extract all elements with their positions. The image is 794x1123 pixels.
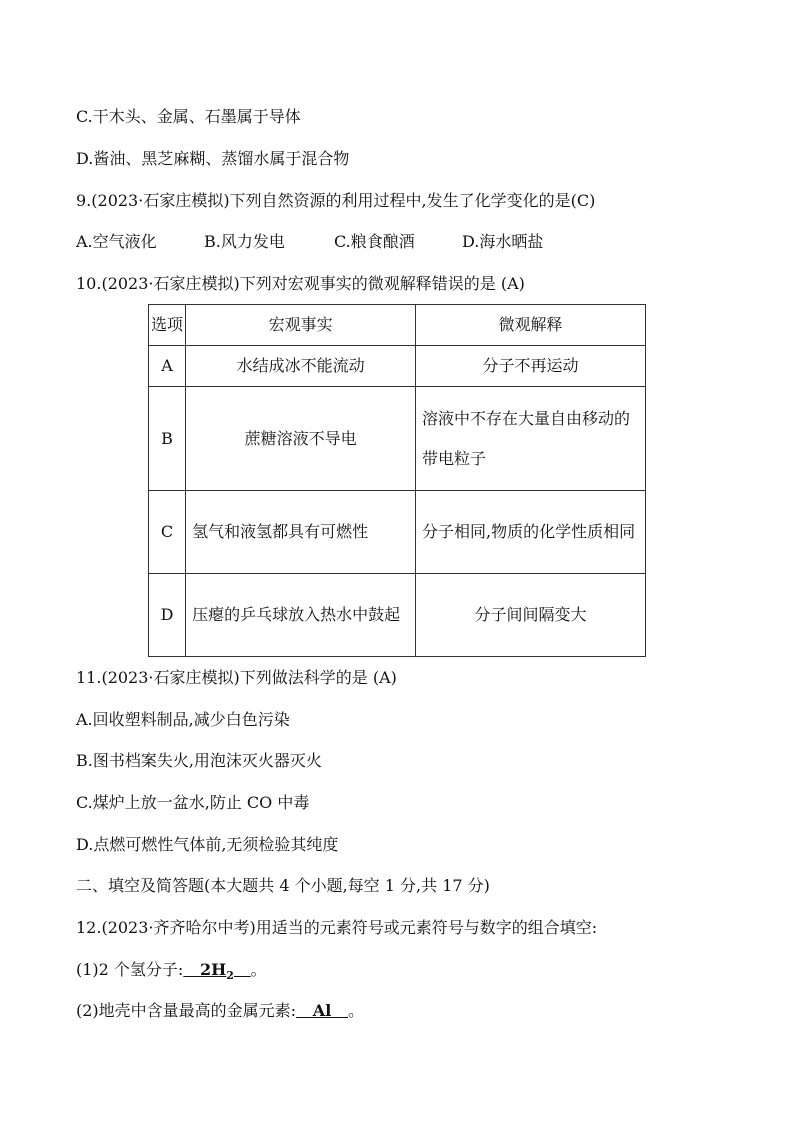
- q9-options: [76, 232, 543, 252]
- q8-option-d: D.酱油、黑芝麻糊、蒸馏水属于混合物: [76, 149, 350, 168]
- q11-option-a: A.回收塑料制品,减少白色污染: [76, 710, 290, 729]
- row-micro-explanation: 分子间间隔变大: [416, 574, 646, 657]
- q12-part-2: [76, 1001, 364, 1021]
- q12-2-prefix: (2)地壳中含量最高的金属元素:: [76, 1001, 297, 1020]
- row-micro-explanation: 分子不再运动: [416, 346, 646, 387]
- row-micro-explanation: 分子相同,物质的化学性质相同: [416, 491, 646, 574]
- row-macro-fact: 蔗糖溶液不导电: [186, 387, 416, 491]
- table-row: [149, 387, 646, 491]
- q9-option-d: D.海水晒盐: [462, 232, 544, 251]
- row-macro-fact: 氢气和液氢都具有可燃性: [186, 491, 416, 574]
- row-label: D: [149, 574, 186, 657]
- table-row: [149, 574, 646, 657]
- q9-option-c: C.粮食酿酒: [334, 232, 415, 251]
- table-header-row: [149, 305, 646, 346]
- q12-1-suffix: 。: [250, 960, 267, 979]
- q12-2-suffix: 。: [348, 1001, 365, 1020]
- q12-part-1: [76, 960, 267, 986]
- q9-option-b: B.风力发电: [204, 232, 285, 251]
- q11-option-c: C.煤炉上放一盆水,防止 CO 中毒: [76, 793, 310, 812]
- header-macro-fact: 宏观事实: [186, 305, 416, 346]
- row-macro-fact: 水结成冰不能流动: [186, 346, 416, 387]
- table-row: [149, 491, 646, 574]
- header-micro-explanation: 微观解释: [416, 305, 646, 346]
- header-option: 选项: [149, 305, 186, 346]
- q9-stem: 9.(2023·石家庄模拟)下列自然资源的利用过程中,发生了化学变化的是(C): [76, 191, 596, 210]
- section-2-heading: 二、填空及简答题(本大题共 4 个小题,每空 1 分,共 17 分): [76, 876, 490, 895]
- q12-1-answer-sub: 2: [226, 969, 234, 983]
- q11-option-b: B.图书档案失火,用泡沫灭火器灭火: [76, 751, 322, 770]
- row-label: B: [149, 387, 186, 491]
- q12-2-answer-value: Al: [312, 1001, 332, 1020]
- q12-1-answer: [183, 960, 250, 983]
- row-label: A: [149, 346, 186, 387]
- table-row: [149, 346, 646, 387]
- q8-option-c: C.干木头、金属、石墨属于导体: [76, 107, 301, 126]
- row-macro-fact: 压瘪的乒乓球放入热水中鼓起: [186, 574, 416, 657]
- row-micro-explanation: 溶液中不存在大量自由移动的带电粒子: [416, 387, 646, 491]
- q12-1-prefix: (1)2 个氢分子:: [76, 960, 184, 979]
- row-label: C: [149, 491, 186, 574]
- q11-option-d: D.点燃可燃性气体前,无须检验其纯度: [76, 835, 339, 854]
- q12-1-answer-main: 2H: [200, 960, 227, 979]
- q11-stem: 11.(2023·石家庄模拟)下列做法科学的是 (A): [76, 668, 397, 687]
- q9-option-a: A.空气液化: [76, 232, 157, 251]
- q12-stem: 12.(2023·齐齐哈尔中考)用适当的元素符号或元素符号与数字的组合填空:: [76, 918, 598, 937]
- q12-2-answer: [296, 1001, 348, 1020]
- q10-stem: 10.(2023·石家庄模拟)下列对宏观事实的微观解释错误的是 (A): [76, 274, 525, 293]
- q10-table: [148, 304, 646, 657]
